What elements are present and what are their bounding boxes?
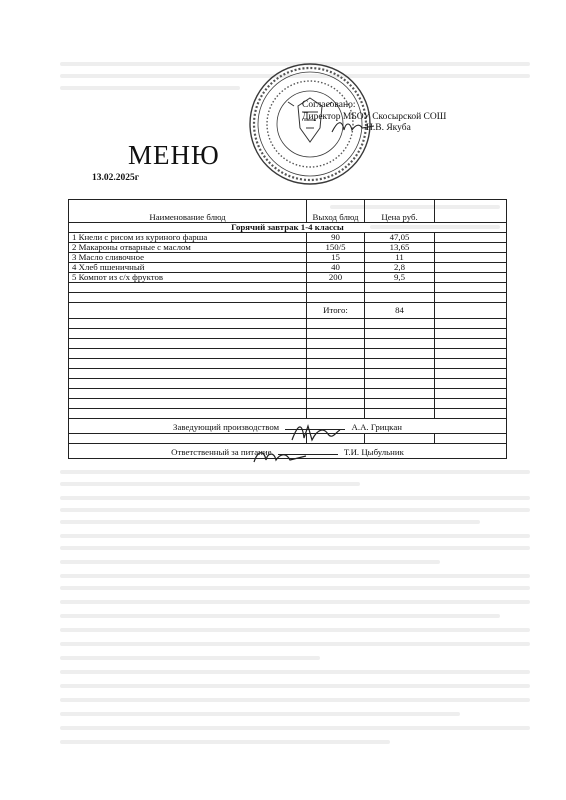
total-value: 84 (365, 303, 435, 319)
blank-row (69, 409, 507, 419)
menu-date: 13.02.2025г (92, 173, 140, 183)
blank-row (69, 329, 507, 339)
dish-name: 1 Кнели с рисом из куриного фарша (69, 233, 307, 243)
empty-cell (435, 273, 507, 283)
empty-cell (435, 263, 507, 273)
dish-yield: 40 (307, 263, 365, 273)
nutrition-signature (250, 446, 310, 470)
blank-row (69, 379, 507, 389)
dish-price: 9,5 (365, 273, 435, 283)
header-yield: Выход блюд (307, 200, 365, 223)
blank-row (69, 349, 507, 359)
page-title: МЕНЮ (128, 140, 220, 170)
dish-name: 4 Хлеб пшеничный (69, 263, 307, 273)
table-row (69, 243, 507, 253)
dish-name: 3 Масло сливочное (69, 253, 307, 263)
dish-price: 2,8 (365, 263, 435, 273)
dish-yield: 15 (307, 253, 365, 263)
nutrition-name: Т.И. Цыбульник (343, 446, 404, 457)
approval-label: Согласовано: (302, 100, 356, 110)
dish-price: 11 (365, 253, 435, 263)
section-title: Горячий завтрак 1-4 классы (69, 223, 507, 233)
header-price: Цена руб. (365, 200, 435, 223)
table-row (69, 253, 507, 263)
dish-name: 5 Компот из с/х фруктов (69, 273, 307, 283)
dish-name: 2 Макароны отварные с маслом (69, 243, 307, 253)
header-empty (435, 200, 507, 223)
production-name: А.А. Грицкан (351, 421, 402, 432)
table-row (69, 233, 507, 243)
approval-name: Н.В. Якуба (366, 123, 411, 133)
blank-row (69, 293, 507, 303)
total-row (69, 303, 507, 319)
dish-yield: 150/5 (307, 243, 365, 253)
empty-cell (435, 243, 507, 253)
dish-yield: 90 (307, 233, 365, 243)
table-row (69, 273, 507, 283)
table-header (69, 200, 507, 223)
blank-row (69, 369, 507, 379)
dish-price: 13,65 (365, 243, 435, 253)
total-label: Итого: (307, 303, 365, 319)
blank-row (69, 389, 507, 399)
blank-row (69, 319, 507, 329)
production-title: Заведующий производством (173, 421, 280, 432)
section-row (69, 223, 507, 233)
blank-row (69, 283, 507, 293)
approval-director: Директор МБОУ Скосырской СОШ (302, 111, 447, 122)
director-signature (330, 118, 378, 136)
dish-price: 47,05 (365, 233, 435, 243)
dish-yield: 200 (307, 273, 365, 283)
header-name: Наименование блюд (69, 200, 307, 223)
blank-row (69, 399, 507, 409)
empty-cell (435, 233, 507, 243)
blank-row (69, 339, 507, 349)
table-row (69, 263, 507, 273)
nutrition-title: Ответственный за питание (171, 446, 272, 457)
blank-row (69, 359, 507, 369)
empty-cell (435, 253, 507, 263)
production-signature (288, 418, 344, 448)
